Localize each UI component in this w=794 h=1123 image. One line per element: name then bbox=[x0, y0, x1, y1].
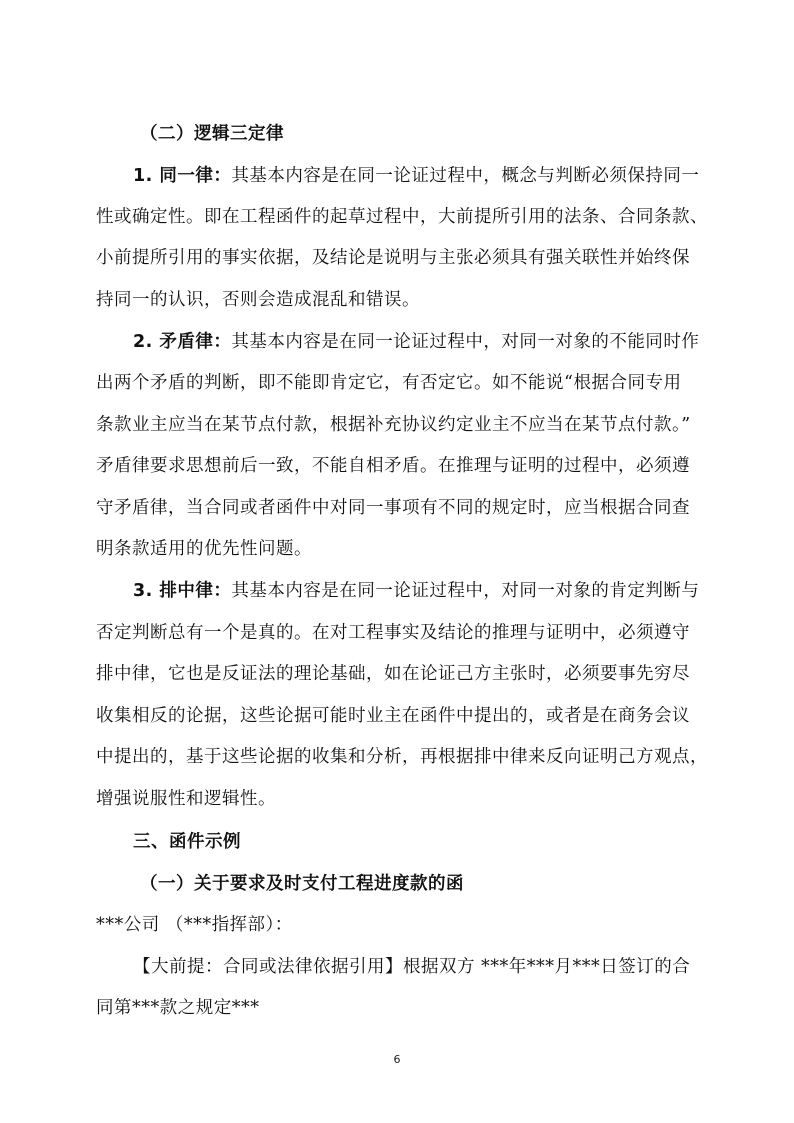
paragraph-excluded-middle-line-3: 排中律，它也是反证法的理论基础，如在论证己方主张时，必须要事先穷尽 bbox=[96, 664, 690, 684]
paragraph-excluded-middle-line-5: 中提出的，基于这些论据的收集和分析，再根据排中律来反向证明己方观点， bbox=[96, 747, 708, 767]
section-heading-logic-laws: （二）逻辑三定律 bbox=[140, 124, 284, 144]
identity-law-lead: 1. 同一律： bbox=[133, 166, 232, 186]
paragraph-contradiction-line-3: 条款业主应当在某节点付款，根据补充协议约定业主不应当在某节点付款。” bbox=[96, 415, 691, 435]
letter-body-line-2: 同第***款之规定*** bbox=[96, 998, 260, 1018]
paragraph-identity-line-3: 小前提所引用的事实依据，及结论是说明与主张必须具有强关联性并始终保 bbox=[96, 248, 690, 268]
excluded-middle-law-text: 其基本内容是在同一论证过程中，对同一对象的肯定判断与 bbox=[231, 581, 700, 601]
letter-body-line-1: 【大前提：合同或法律依据引用】根据双方 ***年***月***日签订的合 bbox=[133, 957, 691, 977]
page-number: 6 bbox=[393, 1053, 401, 1066]
paragraph-contradiction-line-2: 出两个矛盾的判断，即不能即肯定它，有否定它。如不能说“根据合同专用 bbox=[96, 373, 682, 393]
excluded-middle-law-lead: 3. 排中律： bbox=[133, 581, 232, 601]
paragraph-identity-line-4: 持同一的认识，否则会造成混乱和错误。 bbox=[96, 290, 420, 310]
paragraph-identity-line-2: 性或确定性。即在工程函件的起草过程中，大前提所引用的法条、合同条款、 bbox=[96, 207, 708, 227]
section-heading-examples: 三、函件示例 bbox=[133, 832, 241, 852]
paragraph-excluded-middle-line-4: 收集相反的论据，这些论据可能时业主在函件中提出的，或者是在商务会议 bbox=[96, 706, 690, 726]
paragraph-contradiction-line-1 bbox=[133, 328, 753, 356]
identity-law-text: 其基本内容是在同一论证过程中，概念与判断必须保持同一 bbox=[231, 166, 700, 186]
letter-title: （一）关于要求及时支付工程进度款的函 bbox=[140, 874, 464, 894]
paragraph-excluded-middle-line-1 bbox=[133, 577, 753, 605]
paragraph-excluded-middle-line-6: 增强说服性和逻辑性。 bbox=[96, 789, 276, 809]
contradiction-law-text: 其基本内容是在同一论证过程中，对同一对象的不能同时作 bbox=[231, 332, 700, 352]
contradiction-law-lead: 2. 矛盾律： bbox=[133, 332, 232, 352]
paragraph-contradiction-line-5: 守矛盾律，当合同或者函件中对同一事项有不同的规定时，应当根据合同查 bbox=[96, 498, 690, 518]
paragraph-contradiction-line-4: 矛盾律要求思想前后一致，不能自相矛盾。在推理与证明的过程中，必须遵 bbox=[96, 456, 690, 476]
paragraph-excluded-middle-line-2: 否定判断总有一个是真的。在对工程事实及结论的推理与证明中，必须遵守 bbox=[96, 623, 690, 643]
letter-salutation: ***公司 （***指挥部）： bbox=[96, 915, 293, 935]
paragraph-contradiction-line-6: 明条款适用的优先性问题。 bbox=[96, 539, 312, 559]
paragraph-identity-line-1 bbox=[133, 162, 753, 190]
